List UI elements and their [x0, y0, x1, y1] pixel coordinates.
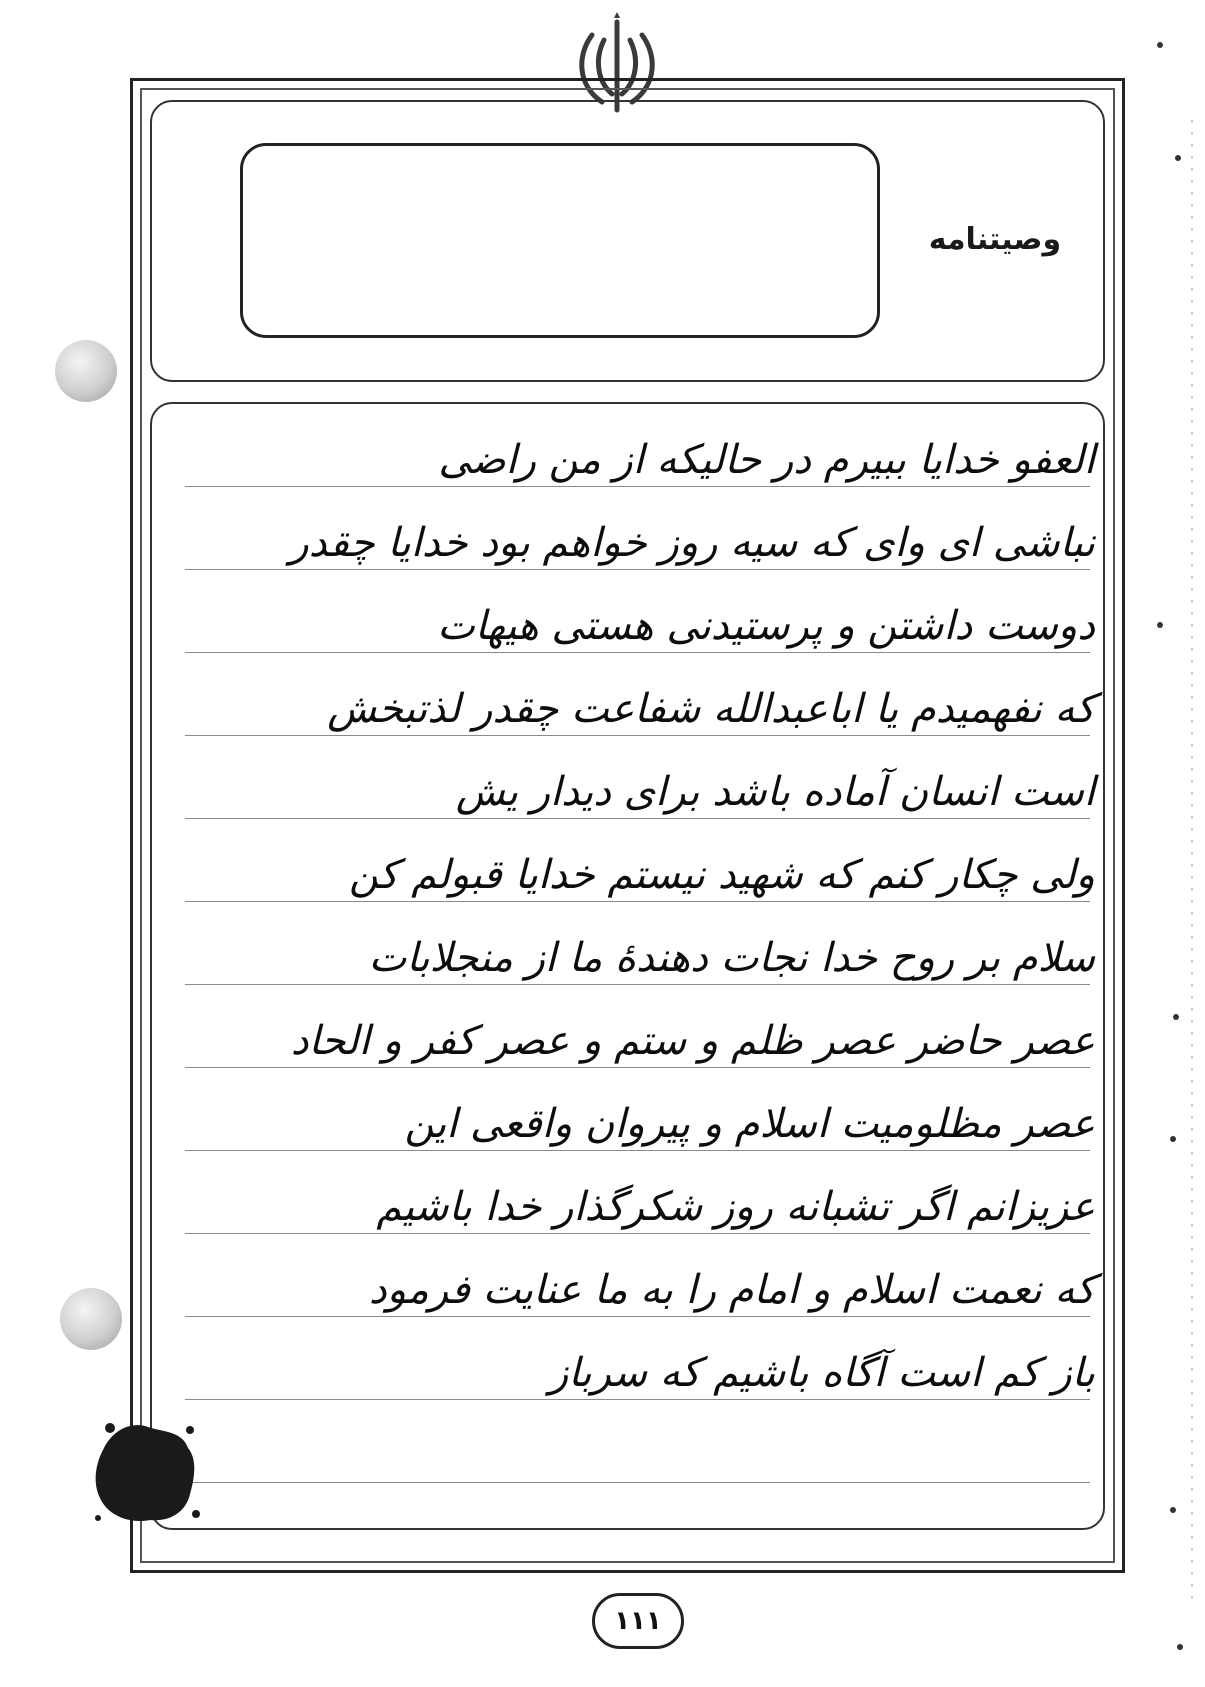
handwritten-line: که نعمت اسلام و امام را به ما عنایت فرمود: [368, 1267, 1095, 1313]
document-title: وصیتنامه: [928, 222, 1062, 257]
handwritten-line: عصر حاضر عصر ظلم و ستم و عصر کفر و الحاد: [290, 1018, 1095, 1064]
handwritten-line: ولی چکار کنم که شهید نیستم خدایا قبولم کن: [348, 852, 1095, 898]
handwritten-line: عزیزانم اگر تشبانه روز شکرگذار خدا باشیم: [376, 1184, 1095, 1230]
handwritten-line: است انسان آماده باشد برای دیدار یش: [455, 769, 1095, 815]
ruled-line: [185, 1482, 1090, 1483]
handwritten-line: باز کم است آگاه باشیم که سرباز: [548, 1350, 1095, 1396]
punch-hole: [60, 1288, 122, 1350]
handwritten-line: که نفهمیدم یا اباعبدالله شفاعت چقدر لذتبخش: [327, 686, 1095, 732]
punch-hole: [55, 340, 117, 402]
handwritten-line: سلام بر روح خدا نجات دهندهٔ ما از منجلابات: [368, 935, 1095, 981]
name-box: [240, 143, 880, 338]
ink-blot-icon: [90, 1418, 200, 1528]
handwritten-line: العفو خدایا ببیرم در حالیکه از من راضی: [438, 437, 1095, 483]
page-number: ۱۱۱: [592, 1593, 684, 1649]
handwritten-line: دوست داشتن و پرستیدنی هستی هیهات: [437, 603, 1095, 649]
handwritten-line: نباشی ای وای که سیه روز خواهم بود خدایا چقدر: [289, 520, 1095, 566]
handwritten-line: عصر مظلومیت اسلام و پیروان واقعی این: [404, 1101, 1095, 1147]
